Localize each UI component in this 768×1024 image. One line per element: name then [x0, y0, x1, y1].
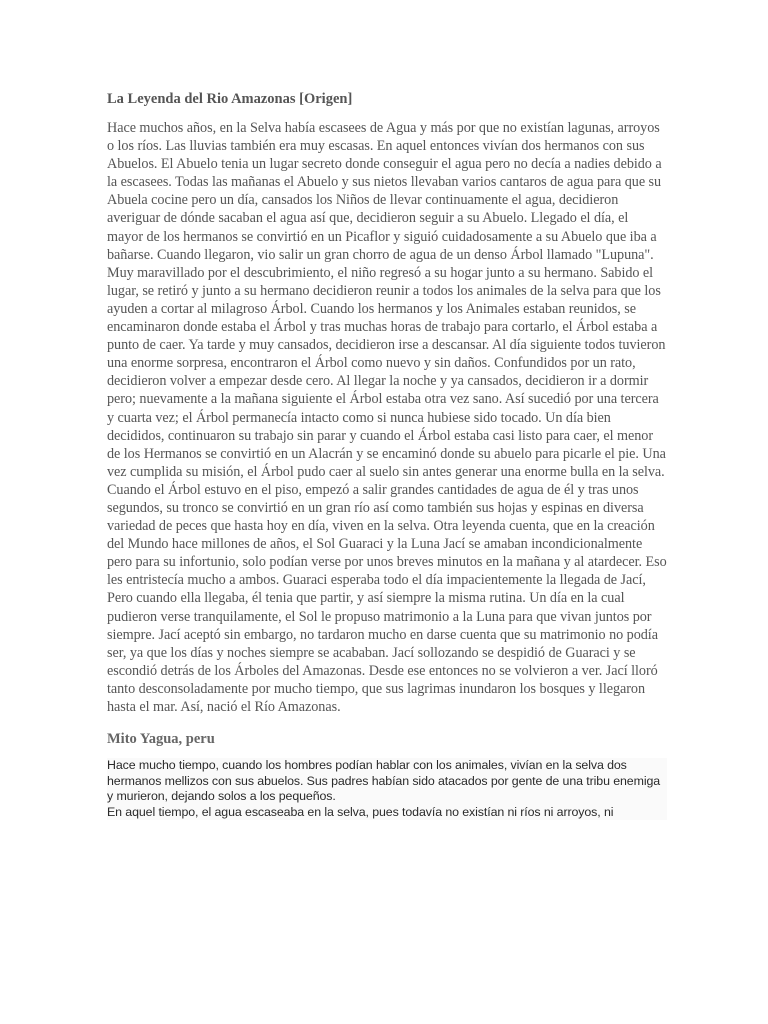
section-subtitle: Mito Yagua, peru — [107, 731, 215, 748]
document-title: La Leyenda del Rio Amazonas [Origen] — [107, 91, 353, 107]
myth-body-text — [107, 758, 667, 820]
document-page — [107, 90, 667, 820]
myth-paragraph-1: Hace mucho tiempo, cuando los hombres podían hablar con los animales, vivían en la selva dos hermanos mellizos con sus abuelos. Sus padres habían sido atacados por gente de una tribu enemiga y murieron, dejando solos a los pequeños. — [107, 758, 661, 804]
myth-paragraph-2: En aquel tiempo, el agua escaseaba en la selva, pues todavía no existían ni ríos ni arroyos, ni — [107, 804, 614, 819]
legend-body-text: Hace muchos años, en la Selva había escasees de Agua y más por que no existían lagunas, arroyos o los ríos. Las lluvias también era muy escasas. En aquel entonces vivían dos hermanos con sus Abuelos. El Abuelo tenia un lugar secreto donde conseguir el agua pero no decía a nadies debido a la escasees. Todas las mañanas el Abuelo y sus nietos llevaban varios cantaros de agua para que su Abuela cocine pero un día, cansados los Niños de llevar continuamente el agua, decidieron averiguar de dónde sacaban el agua así que, decidieron seguir a su Abuelo. Llegado el día, el mayor de los hermanos se convirtió en un Picaflor y siguió cuidadosamente a su Abuelo que iba a bañarse. Cuando llegaron, vio salir un gran chorro de agua de un denso Árbol llamado "Lupuna". Muy maravillado por el descubrimiento, el niño regresó a su hogar junto a su hermano. Sabido el lugar, se retiró y junto a su hermano decidieron reunir a todos los animales de la selva para que los ayuden a cortar al milagroso Árbol. Cuando los hermanos y los Animales estaban reunidos, se encaminaron donde estaba el Árbol y tras muchas horas de trabajo para cortarlo, el Árbol estaba a punto de caer. Ya tarde y muy cansados, decidieron irse a descansar. Al día siguiente todos tuvieron una enorme sorpresa, encontraron el Árbol como nuevo y sin daños. Confundidos por un rato, decidieron volver a empezar desde cero. Al llegar la noche y ya cansados, decidieron ir a dormir pero; nuevamente a la mañana siguiente el Árbol estaba otra vez sano. Así sucedió por una tercera y cuarta vez; el Árbol permanecía intacto como si nunca hubiese sido tocado. Un día bien decididos, continuaron su trabajo sin parar y cuando el Árbol estaba casi listo para caer, el menor de los Hermanos se convirtió en un Alacrán y se encaminó donde su abuelo para picarle el pie. Una vez cumplida su misión, el Árbol pudo caer al suelo sin antes generar una enorme bulla en la selva. Cuando el Árbol estuvo en el piso, empezó a salir grandes cantidades de agua de él y tras unos segundos, su tronco se convirtió en un gran río así como también sus hojas y espinas en diversa variedad de peces que hasta hoy en día, viven en la selva. Otra leyenda cuenta, que en la creación del Mundo hace millones de años, el Sol Guaraci y la Luna Jací se amaban incondicionalmente pero para su infortunio, solo podían verse por unos breves minutos en la mañana y al atardecer. Eso les entristecía mucho a ambos. Guaraci esperaba todo el día impacientemente la llegada de Jací, Pero cuando ella llegaba, él tenia que partir, y así siempre la misma rutina. Un día en la cual pudieron verse tranquilamente, el Sol le propuso matrimonio a la Luna para que vivan juntos por siempre. Jací aceptó sin embargo, no tardaron mucho en darse cuenta que su matrimonio no podía ser, ya que los días y noches siempre se acababan. Jací sollozando se despidió de Guaraci y se escondió detrás de los Árboles del Amazonas. Desde ese entonces no se volvieron a ver. Jací lloró tanto desconsoladamente por mucho tiempo, que sus lagrimas inundaron los bosques y llegaron hasta el mar. Así, nació el Río Amazonas. — [107, 120, 667, 715]
